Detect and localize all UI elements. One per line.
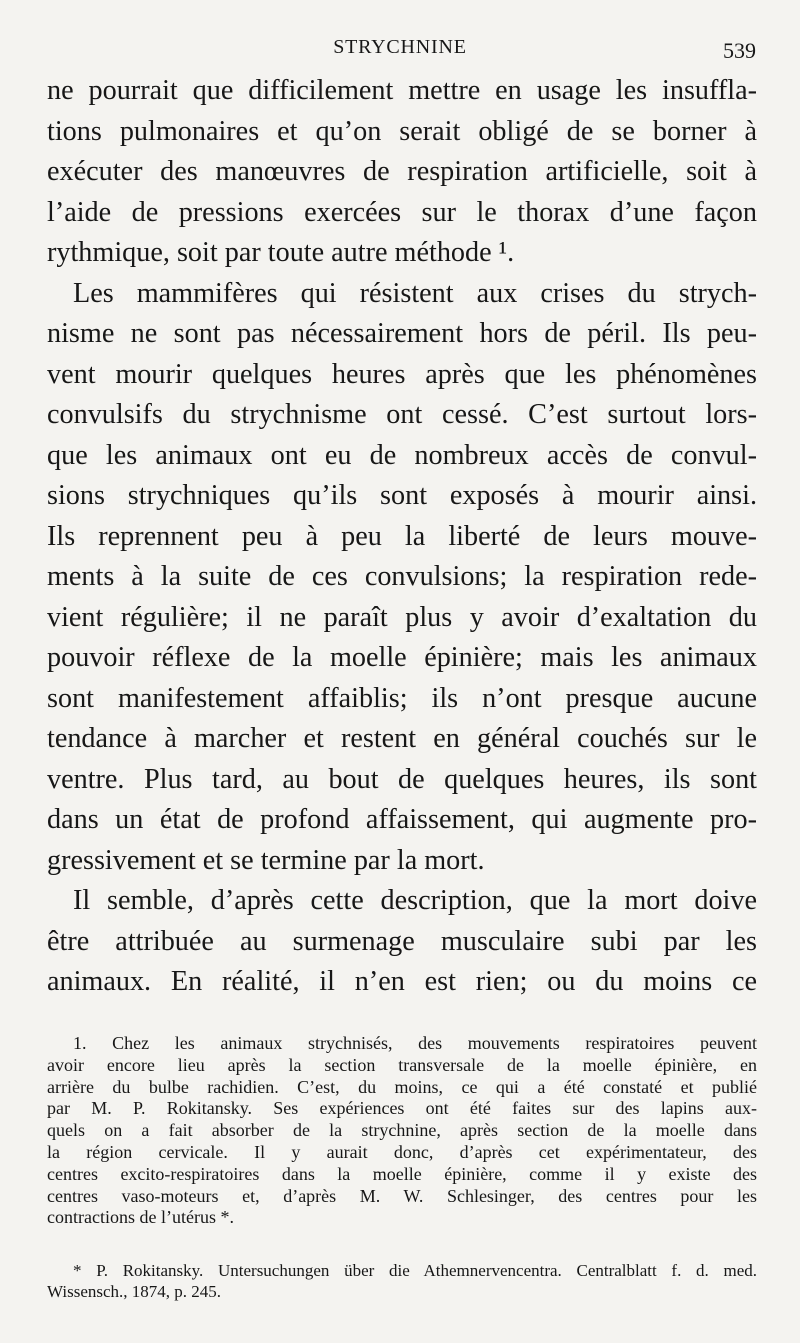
page-header xyxy=(0,30,800,64)
text-line: ne pourrait que difficilement mettre en usage les insuffla- xyxy=(47,75,757,106)
reference-line: * P. Rokitansky. Untersuchungen über die Athemnervencentra. Centralblatt f. d. med. xyxy=(73,1261,757,1280)
text-line: vient régulière; il ne paraît plus y avoir d’exaltation du xyxy=(47,601,757,633)
running-title: STRYCHNINE xyxy=(333,36,467,58)
text-line: ments à la suite de ces convulsions; la respiration rede- xyxy=(47,561,757,592)
text-line: sont manifestement affaiblis; ils n’ont presque aucune xyxy=(47,682,757,714)
paragraph-start-line: Il semble, d’après cette description, que la mort doive xyxy=(73,885,757,916)
text-line: exécuter des manœuvres de respiration artificielle, soit à xyxy=(47,156,757,187)
footnote-line: quels on a fait absorber de la strychnine, après section de la moelle dans xyxy=(47,1120,757,1141)
text-line: animaux. En réalité, il n’en est rien; ou du moins ce xyxy=(47,966,757,997)
footnote-line: contractions de l’utérus *. xyxy=(47,1207,234,1228)
text-line: pouvoir réflexe de la moelle épinière; mais les animaux xyxy=(47,642,757,673)
main-text xyxy=(47,71,757,1003)
footnote-line: centres excito-respiratoires dans la moelle épinière, comme il y existe des xyxy=(47,1163,757,1184)
bibliographic-reference xyxy=(47,1260,757,1302)
footnote-line: centres vaso-moteurs et, d’après M. W. Schlesinger, des centres pour les xyxy=(47,1185,757,1206)
footnote-line: arrière du bulbe rachidien. C’est, du moins, ce qui a été constaté et publié xyxy=(47,1076,757,1097)
text-line: ventre. Plus tard, au bout de quelques heures, ils sont xyxy=(47,763,757,795)
text-line: tions pulmonaires et qu’on serait obligé de se borner à xyxy=(47,115,757,147)
text-line: tendance à marcher et restent en général couchés sur le xyxy=(47,723,757,754)
page-number: 539 xyxy=(723,38,756,63)
text-line: être attribuée au surmenage musculaire subi par les xyxy=(47,925,757,957)
text-line: vent mourir quelques heures après que les phénomènes xyxy=(47,358,757,390)
footnote-block xyxy=(47,1033,757,1229)
text-line: Ils reprennent peu à peu la liberté de leurs mouve- xyxy=(47,520,757,552)
text-line: nisme ne sont pas nécessairement hors de péril. Ils peu- xyxy=(47,318,757,349)
footnote-line: par M. P. Rokitansky. Ses expériences ont été faites sur des lapins aux- xyxy=(47,1098,757,1119)
text-line: convulsifs du strychnisme ont cessé. C’est surtout lors- xyxy=(47,399,757,430)
text-line: l’aide de pressions exercées sur le thorax d’une façon xyxy=(47,196,757,228)
footnote-line: avoir encore lieu après la section transversale de la moelle épinière, en xyxy=(47,1054,757,1075)
text-line: dans un état de profond affaissement, qui augmente pro- xyxy=(47,804,757,835)
text-line: rythmique, soit par toute autre méthode ¹. xyxy=(47,237,515,268)
footnote-line: la région cervicale. Il y aurait donc, d’après cet expérimentateur, des xyxy=(47,1141,757,1162)
footnote-line: 1. Chez les animaux strychnisés, des mouvements respiratoires peuvent xyxy=(73,1033,757,1053)
text-line: que les animaux ont eu de nombreux accès de convul- xyxy=(47,439,757,471)
text-line: sions strychniques qu’ils sont exposés à mourir ainsi. xyxy=(47,480,757,511)
text-line: gressivement et se termine par la mort. xyxy=(47,844,485,876)
paragraph-start-line: Les mammifères qui résistent aux crises du strych- xyxy=(73,277,757,309)
reference-line: Wissensch., 1874, p. 245. xyxy=(47,1282,222,1301)
